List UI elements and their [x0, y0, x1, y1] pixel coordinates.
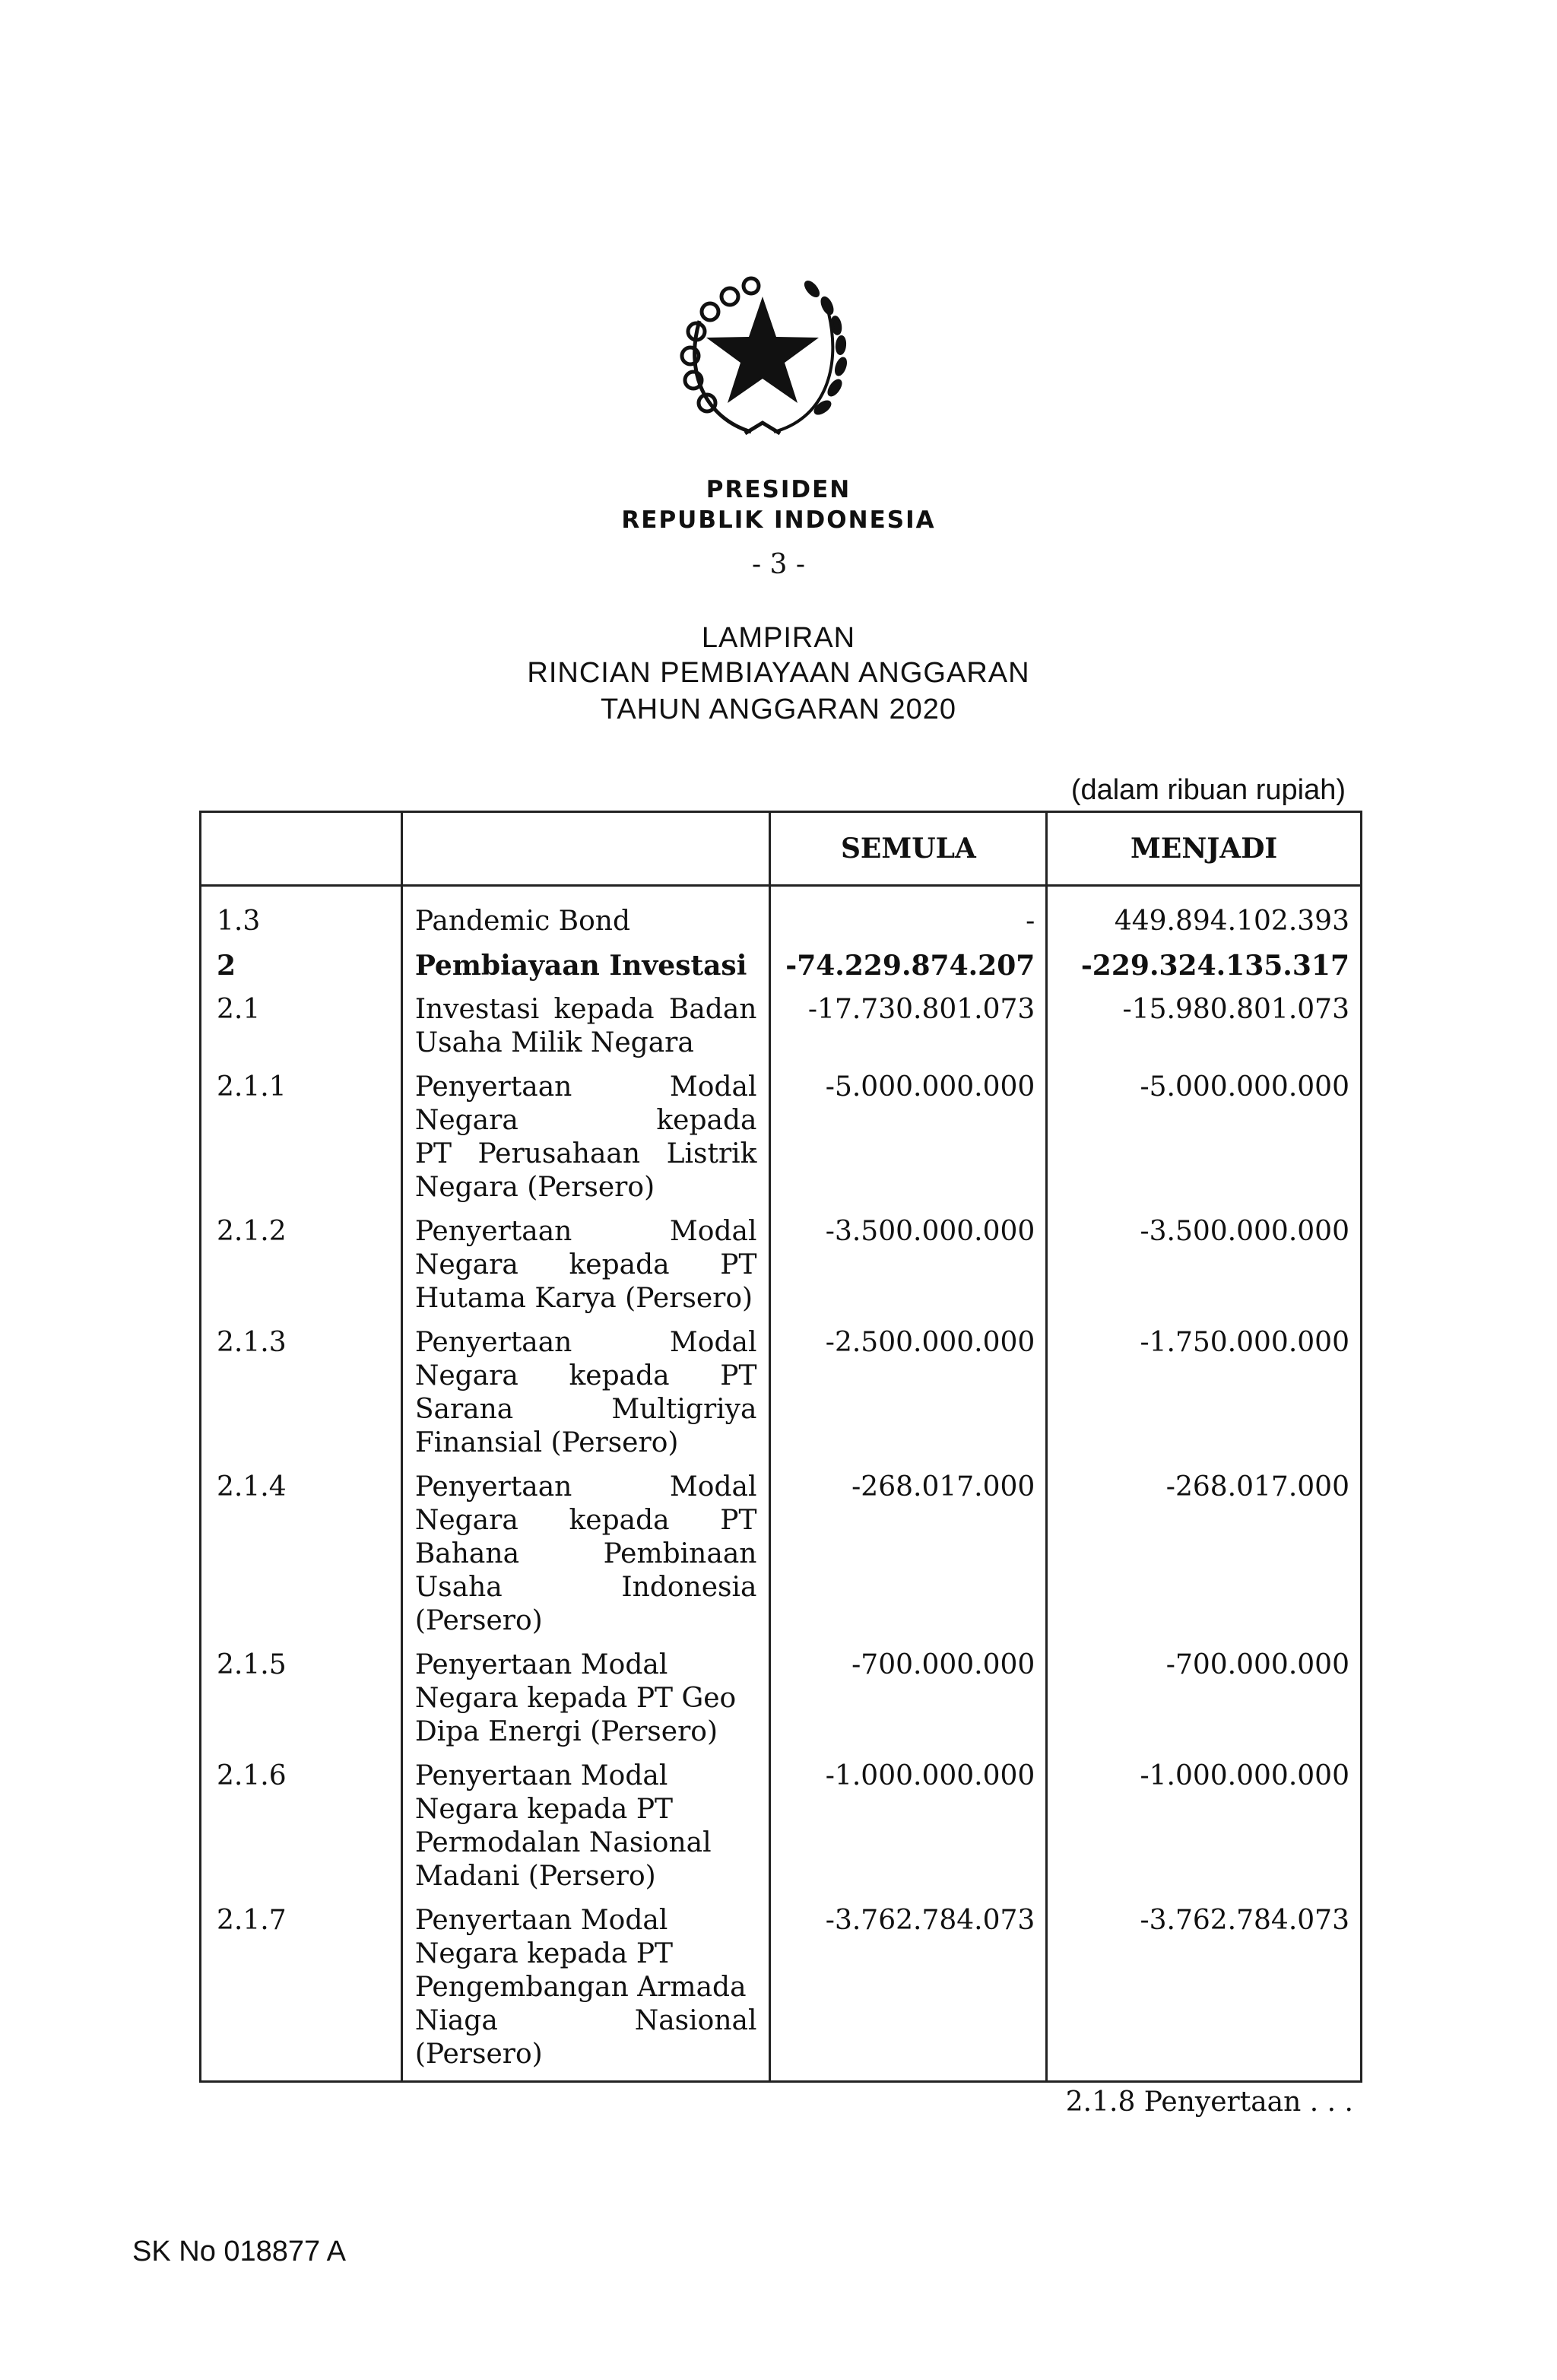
header-semula: SEMULA [770, 812, 1047, 886]
row-description [401, 1893, 770, 2082]
financing-table [199, 811, 1362, 2083]
table-row [201, 1460, 1362, 1638]
row-description [401, 938, 770, 982]
row-description-line: Penyertaan Modal [414, 1216, 757, 1247]
table-row [201, 938, 1362, 982]
row-description-line: Pengembangan Armada [414, 1972, 747, 2003]
row-semula: -74.229.874.207 [770, 938, 1047, 982]
row-description-line: Permodalan Nasional [414, 1827, 712, 1858]
row-code: 2.1.1 [201, 1060, 402, 1204]
table-row [201, 1204, 1362, 1315]
row-description-line: Negara kepada PT [414, 1249, 757, 1280]
header-code [201, 812, 402, 886]
row-description-line: Penyertaan Modal [414, 1760, 668, 1791]
row-description-line: Negara kepada PT [414, 1794, 674, 1825]
row-description [401, 1638, 770, 1749]
row-description-line: Negara kepada PT [414, 1938, 674, 1969]
sk-number: SK No 018877 A [132, 2236, 346, 2267]
row-description-line: Negara kepada [414, 1105, 757, 1136]
row-description [401, 886, 770, 939]
header-description [401, 812, 770, 886]
row-semula: -3.500.000.000 [770, 1204, 1047, 1315]
document-heading: LAMPIRAN [701, 622, 856, 654]
row-semula: -5.000.000.000 [770, 1060, 1047, 1204]
row-code: 2.1 [201, 982, 402, 1060]
row-description-line: PT Perusahaan Listrik [414, 1138, 757, 1169]
row-semula: -268.017.000 [770, 1460, 1047, 1638]
row-code: 2.1.3 [201, 1315, 402, 1460]
row-menjadi: -1.750.000.000 [1047, 1315, 1362, 1460]
row-description [401, 982, 770, 1060]
row-menjadi: -700.000.000 [1047, 1638, 1362, 1749]
row-code: 2.1.7 [201, 1893, 402, 2082]
row-description-line: Bahana Pembinaan [414, 1538, 757, 1569]
row-description-line: Usaha Indonesia [414, 1572, 757, 1603]
row-semula: -2.500.000.000 [770, 1315, 1047, 1460]
row-description-line: Negara kepada PT Geo [414, 1683, 737, 1714]
row-menjadi: -1.000.000.000 [1047, 1749, 1362, 1893]
header-menjadi: MENJADI [1047, 812, 1362, 886]
page-number: - 3 - [751, 549, 806, 580]
row-description-line: Penyertaan Modal [414, 1649, 668, 1680]
presidential-emblem [660, 251, 865, 456]
row-description-line: Penyertaan Modal [414, 1071, 757, 1103]
row-semula: -17.730.801.073 [770, 982, 1047, 1060]
row-description [401, 1204, 770, 1315]
document-title: RINCIAN PEMBIAYAAN ANGGARAN [527, 657, 1030, 689]
row-description-line: Hutama Karya (Persero) [414, 1283, 753, 1314]
table-row [201, 982, 1362, 1060]
emblem-ribbon [745, 423, 780, 433]
row-description-line: Niaga Nasional (Persero) [414, 2005, 757, 2070]
row-code: 2.1.6 [201, 1749, 402, 1893]
row-menjadi: -3.500.000.000 [1047, 1204, 1362, 1315]
row-menjadi: 449.894.102.393 [1047, 886, 1362, 939]
document-year: TAHUN ANGGARAN 2020 [600, 693, 957, 725]
table-row [201, 886, 1362, 939]
row-menjadi: -229.324.135.317 [1047, 938, 1362, 982]
table-row [201, 1749, 1362, 1893]
row-code: 2.1.2 [201, 1204, 402, 1315]
row-code: 2.1.5 [201, 1638, 402, 1749]
row-code: 1.3 [201, 886, 402, 939]
office-subtitle: REPUBLIK INDONESIA [621, 506, 936, 534]
office-title: PRESIDEN [706, 476, 851, 503]
emblem-star [706, 297, 819, 403]
row-description-line: Penyertaan Modal [414, 1327, 757, 1358]
row-semula: -3.762.784.073 [770, 1893, 1047, 2082]
row-menjadi: -3.762.784.073 [1047, 1893, 1362, 2082]
row-description-line: Dipa Energi (Persero) [414, 1716, 718, 1747]
row-description-line: Negara kepada PT [414, 1360, 757, 1392]
row-description-line: (Persero) [414, 1605, 543, 1636]
row-menjadi: -5.000.000.000 [1047, 1060, 1362, 1204]
row-description-line: Negara kepada PT [414, 1505, 757, 1536]
row-description-line: Penyertaan Modal [414, 1905, 668, 1936]
row-description-line: Penyertaan Modal [414, 1471, 757, 1503]
row-description-line: Finansial (Persero) [414, 1427, 679, 1458]
table-row [201, 1893, 1362, 2082]
row-description [401, 1060, 770, 1204]
row-description-line: Negara (Persero) [414, 1172, 655, 1203]
table-header-row [201, 812, 1362, 886]
row-semula: -1.000.000.000 [770, 1749, 1047, 1893]
row-menjadi: -268.017.000 [1047, 1460, 1362, 1638]
row-menjadi: -15.980.801.073 [1047, 982, 1362, 1060]
unit-note: (dalam ribuan rupiah) [1070, 774, 1346, 806]
row-description-line: Pembiayaan Investasi [414, 950, 747, 982]
continuation-text: 2.1.8 Penyertaan . . . [1065, 2086, 1353, 2118]
table-row [201, 1060, 1362, 1204]
table-row [201, 1638, 1362, 1749]
row-description [401, 1315, 770, 1460]
row-code: 2 [201, 938, 402, 982]
row-code: 2.1.4 [201, 1460, 402, 1638]
row-semula: -700.000.000 [770, 1638, 1047, 1749]
row-description [401, 1749, 770, 1893]
row-description-line: Investasi kepada Badan [414, 994, 757, 1025]
row-description-line: Sarana Multigriya [414, 1394, 757, 1425]
row-semula: - [770, 886, 1047, 939]
row-description [401, 1460, 770, 1638]
row-description-line: Usaha Milik Negara [414, 1027, 694, 1058]
row-description-line: Pandemic Bond [414, 906, 631, 937]
row-description-line: Madani (Persero) [414, 1861, 656, 1892]
table-row [201, 1315, 1362, 1460]
